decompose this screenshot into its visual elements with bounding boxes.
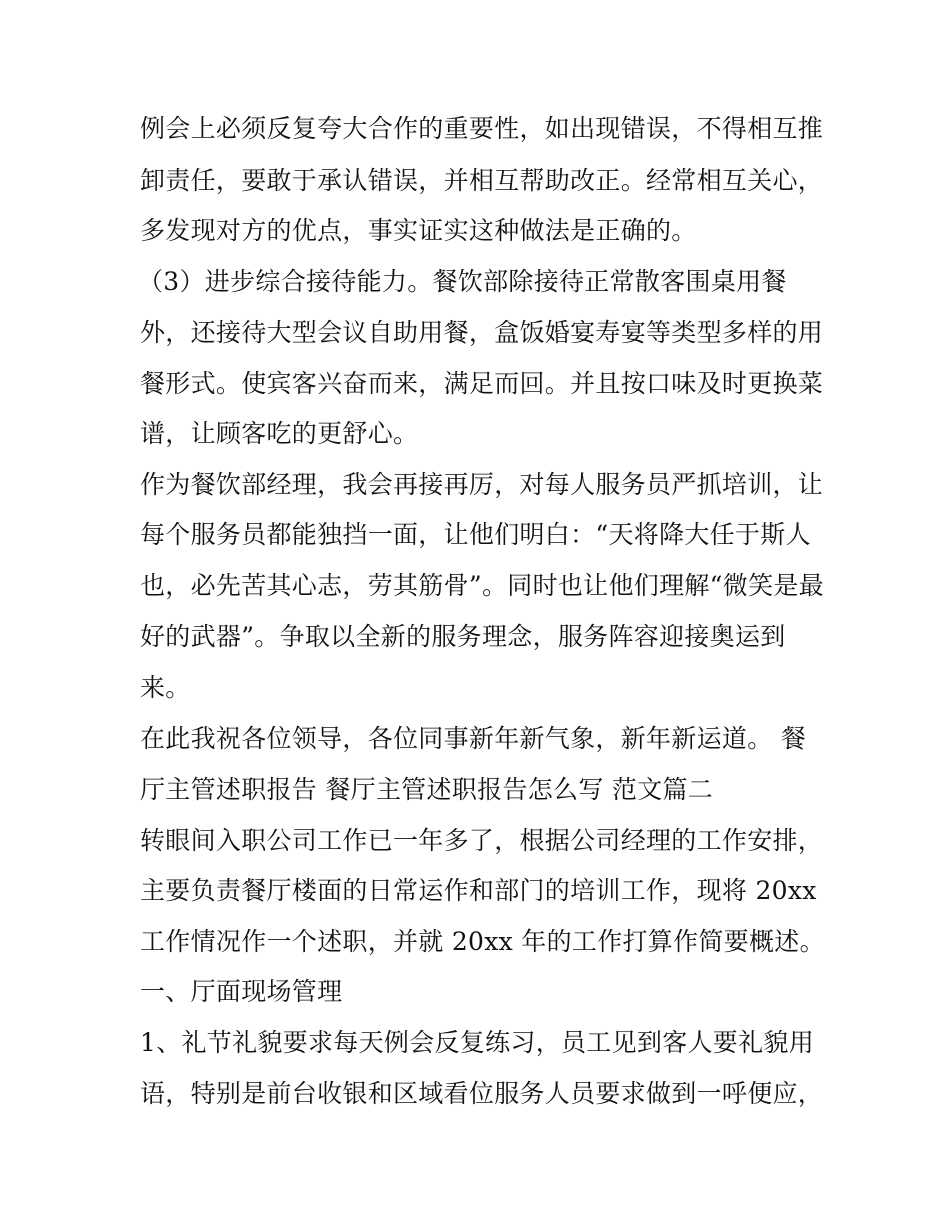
text-line: 餐形式。使宾客兴奋而来，满足而回。并且按口味及时更换菜 <box>140 369 824 398</box>
text-line: 谱，让顾客吃的更舒心。 <box>140 419 419 448</box>
text-line: 主要负责餐厅楼面的日常运作和部门的培训工作，现将 20xx <box>140 876 817 905</box>
text-line: 语，特别是前台收银和区域看位服务人员要求做到一呼便应， <box>140 1079 824 1108</box>
text-line: 作为餐饮部经理，我会再接再厉，对每人服务员严抓培训，让 <box>140 470 824 499</box>
text-line: 卸责任，要敢于承认错误，并相互帮助改正。经常相互关心， <box>140 166 824 195</box>
text-line: 例会上必须反复夸大合作的重要性，如出现错误，不得相互推 <box>140 114 824 143</box>
text-line: （3）进步综合接待能力。餐饮部除接待正常散客围桌用餐 <box>138 267 787 296</box>
text-line: 好的武器”。争取以全新的服务理念，服务阵容迎接奥运到 <box>140 622 786 651</box>
text-line: 来。 <box>140 673 191 702</box>
text-line: 外，还接待大型会议自助用餐，盒饭婚宴寿宴等类型多样的用 <box>140 318 824 347</box>
text-line: 每个服务员都能独挡一面，让他们明白：“天将降大任于斯人 <box>140 520 811 549</box>
text-line: 在此我祝各位领导，各位同事新年新气象，新年新运道。 餐 <box>140 724 807 753</box>
text-line: 多发现对方的优点，事实证实这种做法是正确的。 <box>140 216 697 245</box>
text-line: 1、礼节礼貌要求每天例会反复练习，员工见到客人要礼貌用 <box>140 1028 815 1057</box>
section-heading: 一、厅面现场管理 <box>140 977 343 1006</box>
text-line: 也，必先苦其心志，劳其筋骨”。同时也让他们理解“微笑是最 <box>140 571 824 600</box>
text-line: 厅主管述职报告 餐厅主管述职报告怎么写 范文篇二 <box>140 775 714 804</box>
text-line: 转眼间入职公司工作已一年多了，根据公司经理的工作安排， <box>140 826 824 855</box>
text-line: 工作情况作一个述职，并就 20xx 年的工作打算作简要概述。 <box>140 927 825 956</box>
